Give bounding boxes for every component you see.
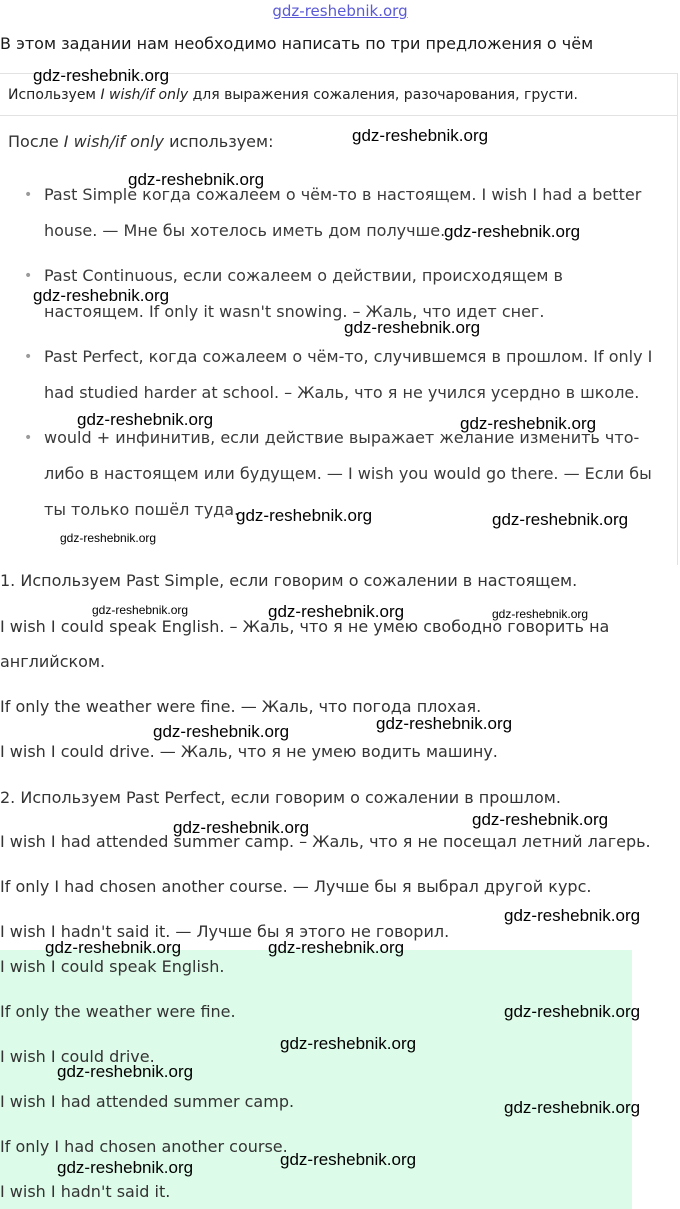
watermark: gdz-reshebnik.org [60,531,157,545]
section1-line: I wish I could drive. — Жаль, что я не умею водить машину. [0,742,498,761]
watermark: gdz-reshebnik.org [504,1002,641,1021]
watermark: gdz-reshebnik.org [173,818,310,837]
info-box-intro [8,132,273,151]
answer-line: I wish I could speak English. [0,957,225,976]
info-head-suffix: для выражения сожаления, разочарования, грусти. [188,87,578,103]
watermark: gdz-reshebnik.org [236,506,373,525]
info-head-prefix: Используем [8,87,101,103]
section1-heading: 1. Используем Past Simple, если говорим о сожалении в настоящем. [0,571,578,590]
watermark: gdz-reshebnik.org [280,1150,417,1169]
info-head-italic: I wish/if only [100,87,189,103]
watermark: gdz-reshebnik.org [153,722,290,741]
site-header-link[interactable]: gdz-reshebnik.org [272,2,408,20]
watermark: gdz-reshebnik.org [492,607,589,621]
watermark: gdz-reshebnik.org [504,1098,641,1117]
watermark: gdz-reshebnik.org [57,1158,194,1177]
watermark: gdz-reshebnik.org [77,410,214,429]
intro-text: В этом задании нам необходимо написать по три предложения о чём [0,34,594,53]
rule-bullet-past-perfect: • Past Perfect, когда сожалеем о чём-то, случившемся в прошлом. If only I had studied harder at school. – Жаль, что я не учился усердно в школе. [44,339,664,411]
section1-line: I wish I could speak English. – Жаль, что я не умею свободно говорить на [0,617,610,636]
watermark: gdz-reshebnik.org [268,938,405,957]
rule-bullet-past-continuous: • Past Continuous, если сожалеем о действии, происходящем в настоящем. If only it wasn't snowing. – Жаль, что идет снег. [44,258,664,330]
watermark: gdz-reshebnik.org [504,906,641,925]
answer-line: I wish I had attended summer camp. [0,1092,295,1111]
section1-line: английском. [0,652,106,671]
watermark: gdz-reshebnik.org [45,938,182,957]
watermark: gdz-reshebnik.org [344,318,481,337]
watermark: gdz-reshebnik.org [92,603,189,617]
section2-heading: 2. Используем Past Perfect, если говорим о сожалении в прошлом. [0,788,561,807]
info-body-suffix: используем: [164,132,274,151]
watermark: gdz-reshebnik.org [280,1034,417,1053]
answer-line: I wish I hadn't said it. [0,1182,171,1201]
watermark: gdz-reshebnik.org [444,222,581,241]
section2-line: If only I had chosen another course. — Лучше бы я выбрал другой курс. [0,877,592,896]
watermark: gdz-reshebnik.org [376,714,513,733]
watermark: gdz-reshebnik.org [33,66,170,85]
section2-line: I wish I hadn't said it. — Лучше бы я этого не говорил. [0,922,450,941]
watermark: gdz-reshebnik.org [472,810,609,829]
info-body-italic: I wish/if only [63,132,164,151]
watermark: gdz-reshebnik.org [460,414,597,433]
section1-line: If only the weather were fine. — Жаль, что погода плохая. [0,697,482,716]
section2-line: I wish I had attended summer camp. – Жаль, что я не посещал летний лагерь. [0,832,651,851]
rule-bullet-past-simple: • Past Simple когда сожалеем о чём-то в настоящем. I wish I had a better house. — Мне бы хотелось иметь дом получше. [44,177,664,249]
watermark: gdz-reshebnik.org [352,126,489,145]
answer-line: I wish I could drive. [0,1047,155,1066]
watermark: gdz-reshebnik.org [57,1062,194,1081]
rule-bullet-would: • would + инфинитив, если действие выражает желание изменить что-либо в настоящем или будущем. — I wish you would go there. — Если бы ты только пошёл туда. [44,420,664,528]
answer-line: If only I had chosen another course. [0,1137,288,1156]
watermark: gdz-reshebnik.org [492,510,629,529]
watermark: gdz-reshebnik.org [33,286,170,305]
watermark: gdz-reshebnik.org [128,170,265,189]
answer-line: If only the weather were fine. [0,1002,236,1021]
info-body-prefix: После [8,132,64,151]
watermark: gdz-reshebnik.org [268,602,405,621]
